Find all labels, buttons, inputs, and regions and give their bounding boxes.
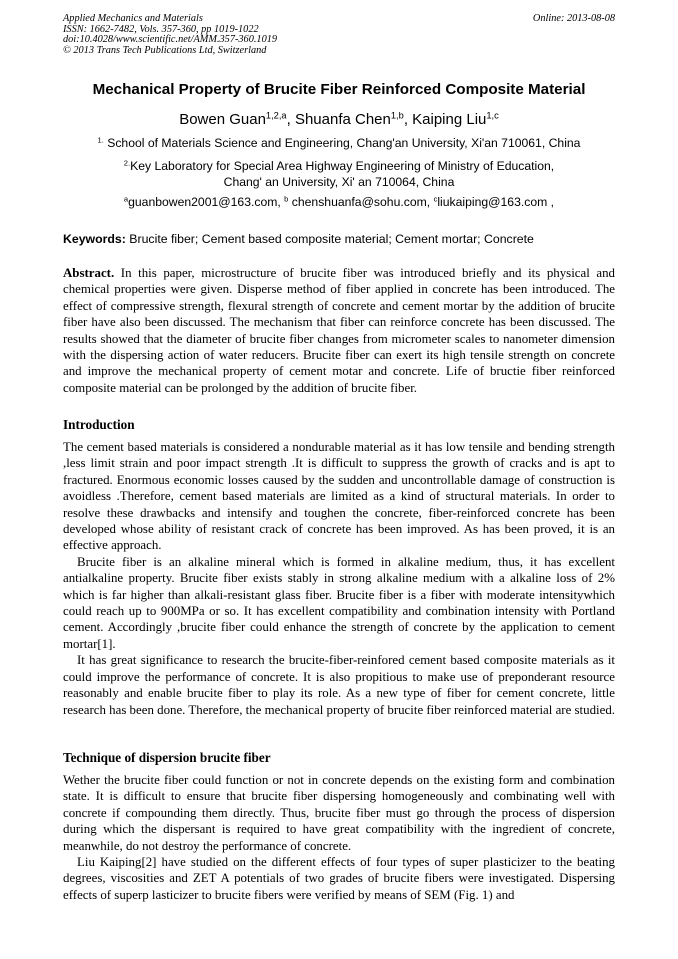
journal-header (63, 14, 615, 56)
paragraph: Liu Kaiping[2] have studied on the different effects of four types of super plasticizer to the beating degrees, viscosities and ZET A potentials of two grades of brucite fibers were investigated. Dispersing effects of superp lasticizer to brucite fibers were verified by means of SEM (Fig. 1) and (63, 855, 615, 902)
email-sup: c (433, 194, 438, 204)
introduction-body (63, 439, 615, 718)
abstract-text: In this paper, microstructure of brucite fiber was introduced briefly and its physical and chemical properties were given. Disperse method of fiber applied in concrete has been introduced. The effect of compressive strength, flexural strength of concrete and cement mortar by the addition of brucite fiber have also been discussed. The mechanism that fiber can reinforce concrete has been discussed. The results showed that the diameter of brucite fiber changes from micrometer scales to nanometer dimension with the dispersing action of water reducers. Brucite fiber can exert its high tensile strength on concrete and improve the mechanical property of cement motar and concrete. Life of bructie fiber reinforced composite material can be prolonged by the addition of brucite fiber. (63, 266, 615, 395)
author-name: Shuanfa Chen (294, 111, 391, 128)
keywords-text: Brucite fiber; Cement based composite material; Cement mortar; Concrete (129, 232, 534, 246)
author-name: Bowen Guan (179, 111, 266, 128)
affil-text: Key Laboratory for Special Area Highway Engineering of Ministry of Education, (130, 159, 555, 173)
section-heading-dispersion: Technique of dispersion brucite fiber (63, 750, 271, 765)
author-affil-sup: 1,b (390, 110, 404, 121)
paragraph: Brucite fiber is an alkaline mineral which is formed in alkaline medium, thus, it has excellent antialkaline property. Brucite fiber exists stably in strong alkaline medium with a alkaline loss of 2% which is far higher than alkali-resistant glass fiber. Brucite fiber is a fiber with moderate intensitywhich could reach up to 900MPa or so. It has excellent compatibility and combination intensity with Portland cement. Accordingly ,brucite fiber could enhance the strength of concrete by the application to cement mortar[1]. (63, 554, 615, 651)
keywords (63, 232, 623, 246)
paper-title: Mechanical Property of Brucite Fiber Reinforced Composite Material (92, 81, 586, 98)
copyright-line: © 2013 Trans Tech Publications Ltd, Switzerland (63, 44, 267, 56)
keywords-label: Keywords: (63, 232, 126, 246)
email-list (0, 195, 678, 211)
email-link[interactable]: liukaiping@163.com , (437, 195, 555, 209)
section-heading-introduction: Introduction (63, 417, 135, 432)
online-date: Online: 2013-08-08 (532, 13, 615, 24)
email-link[interactable]: guanbowen2001@163.com, (128, 195, 281, 209)
dispersion-body (63, 772, 615, 903)
paragraph: Wether the brucite fiber could function or not in concrete depends on the existing form and combination state. It is difficult to ensure that brucite fiber dispersing homogeneously and combinating well with concrete if compounding them directly. Thus, brucite fiber must go through the process of dispersion during which the dispersant is required to have great compatibility with the ingredient of concrete, meanwhile, do not destroy the performance of concrete. (63, 773, 615, 853)
affil-sup: 1. (97, 135, 104, 145)
email-sup: b (284, 194, 289, 204)
author-affil-sup: 1,c (486, 110, 499, 121)
issn-line: ISSN: 1662-7482, Vols. 357-360, pp 1019-1022 (63, 23, 259, 35)
affil-text: School of Materials Science and Engineering, Chang'an University, Xi'an 710061, China (107, 136, 581, 150)
email-sup: a (123, 194, 129, 204)
author-list (0, 111, 678, 128)
separator: , (403, 111, 413, 128)
separator: , (286, 111, 295, 128)
author-affil-sup: 1,2,a (265, 110, 287, 121)
doi-line: doi:10.4028/www.scientific.net/AMM.357-360.1019 (63, 34, 278, 46)
email-link[interactable]: chenshuanfa@sohu.com, (291, 195, 431, 209)
paragraph: The cement based materials is considered a nondurable material as it has low tensile and bending strength ,less limit strain and poor impact strength .It is difficult to suppress the growth of cracks and is apt to fractured. Enormous economic losses caused by the sudden and uncontrollable damage of construction is avoidless .Therefore, cement based materials are limited as a kind of structural materials. In order to resolve these drawbacks and intensify and toughen the concrete, fiber-reinforced concrete has been developed whose ability of resistant crack of concrete has been improved. As has been proved, it is an effective approach. (63, 440, 615, 553)
affil-sup: 2. (123, 158, 131, 168)
affiliation-1 (0, 136, 678, 152)
journal-name: Applied Mechanics and Materials (63, 13, 203, 24)
affil-text-line2: Chang' an University, Xi' an 710064, China (223, 174, 455, 189)
abstract-label: Abstract. (63, 266, 115, 280)
author-name: Kaiping Liu (412, 111, 487, 128)
paragraph: It has great significance to research the brucite-fiber-reinfored cement based composite materials as it could improve the performance of concrete. It is also propitious to make use of preponderant resource reasonably and enable brucite fiber to play its role. As a new type of fiber for cement concrete, little research has been done. Therefore, the mechanical property of brucite fiber reinforced material are studied. (63, 653, 615, 717)
affiliation-2 (0, 159, 678, 190)
abstract (63, 265, 615, 396)
